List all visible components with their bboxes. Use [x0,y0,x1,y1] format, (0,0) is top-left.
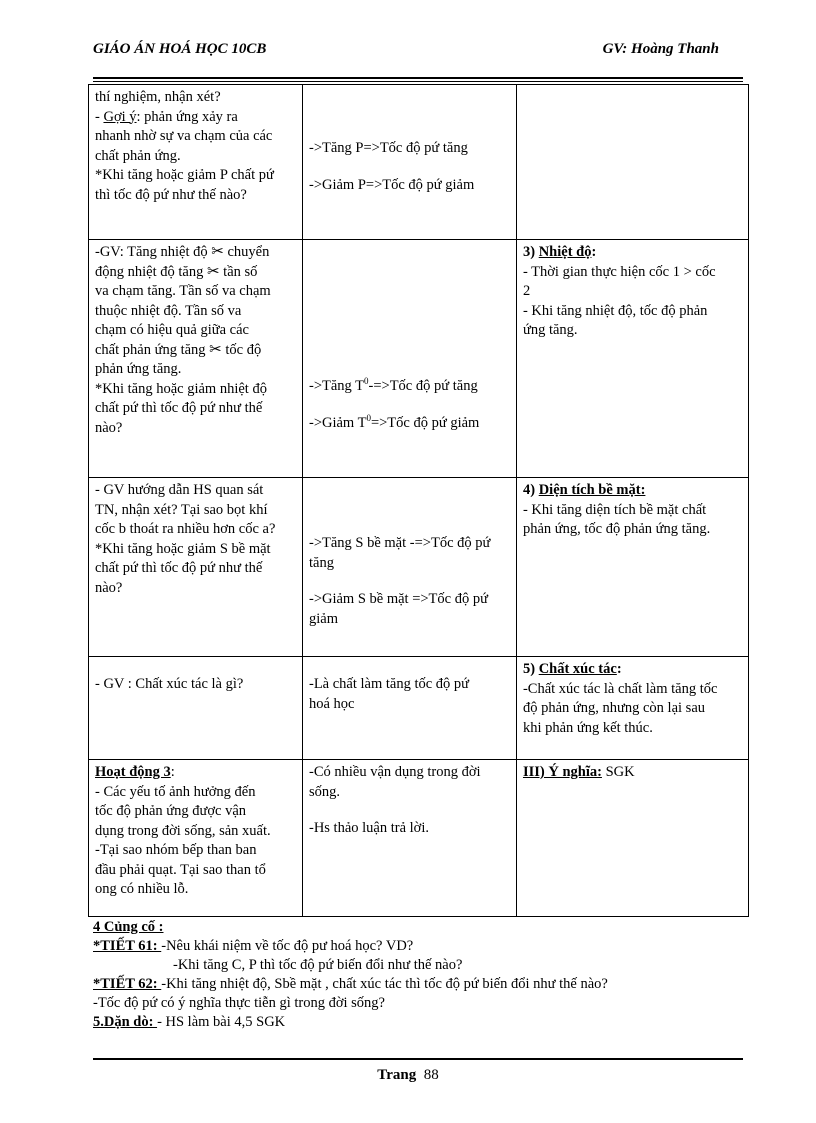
text-line [95,127,296,147]
text-segment: -GV: Tăng nhiệt độ [95,244,212,260]
text-segment: -Nêu khái niệm về tốc độ pư hoá học? VD? [161,938,414,954]
text-segment: -Khi tăng C, P thì tốc độ pứ biến đổi như thế nào? [173,957,463,973]
text-segment: nào? [95,579,123,596]
text-segment: tần số [219,263,258,280]
text-segment: *TIẾT 61: [93,938,162,954]
content-cell [516,85,748,240]
text-segment: chất phản ứng tăng [95,341,210,358]
text-line [95,186,296,206]
content-cell [516,657,748,760]
teacher-activity-cell [89,760,303,917]
text-segment: 0 [364,376,369,387]
text-line [95,880,296,900]
line-gap [309,397,510,414]
teacher-activity-cell [89,657,303,760]
text-segment: : [616,661,622,677]
line-gap [309,802,510,819]
text-segment: *Khi tăng hoặc giảm P chất pứ [95,167,274,183]
student-activity-cell [302,240,516,478]
text-segment: 0 [366,412,371,423]
text-segment: tăng [308,554,334,571]
text-segment: *TIẾT 62: [93,976,162,992]
text-line [309,176,510,196]
text-segment: ->Giảm P=>Tốc độ pứ giảm [308,176,475,193]
text-segment: khi phản ứng kết thúc. [522,719,653,736]
page-number: 88 [423,1067,439,1083]
table-row [89,240,749,478]
header-rule-thin [93,81,743,82]
scissors-icon: ✂ [206,263,220,280]
text-line [523,481,742,501]
text-segment: -Tốc độ pứ có ý nghĩa thực tiễn gì trong đời sống? [93,995,385,1011]
text-segment: TN, nhận xét? Tại sao bọt khí [95,501,268,518]
text-segment: : [591,244,597,260]
text-segment: nhanh nhờ sự va chạm của các [95,128,273,144]
teacher-activity-cell [89,478,303,657]
text-segment: III) Ý nghĩa: [522,764,602,780]
text-segment: -Khi tăng nhiệt độ, Sbề mặt , chất xúc tác thì tốc độ pứ biến đổi như thế nào? [161,976,608,992]
text-line [523,763,742,783]
text-segment: 5.Dặn dò: [93,1014,158,1030]
content-cell [516,240,748,478]
text-line [523,282,742,302]
text-line [95,675,296,695]
text-segment: : phản ứng xảy ra [136,108,238,125]
text-line [523,302,742,322]
text-segment: ->Giảm T [308,414,367,431]
text-segment: chất pứ thì tốc độ pứ như thế [95,560,263,576]
text-segment: -=>Tốc độ pứ tăng [368,378,478,394]
footer-rule [93,1058,743,1060]
text-line [95,321,296,341]
text-segment: thì tốc độ pứ như thế nào? [95,186,247,203]
text-line [309,414,510,434]
text-line [309,139,510,159]
text-line [523,660,742,680]
text-line [95,520,296,540]
text-line [95,88,296,108]
text-segment: Diện tích bề mặt: [538,482,646,498]
text-segment: thuộc nhiệt độ. Tần số va [95,302,242,319]
text-line [523,699,742,719]
text-line [93,1013,753,1032]
text-segment: -Là chất làm tăng tốc độ pứ [308,676,470,692]
text-line [95,501,296,521]
text-line [309,695,510,715]
text-line [95,783,296,803]
text-line [523,243,742,263]
text-line [95,380,296,400]
text-line [523,719,742,739]
text-segment: 5) [522,661,539,677]
text-line [95,243,296,263]
text-line [93,918,753,937]
text-segment: 4) [522,482,539,498]
text-line [95,360,296,380]
text-segment: ->Tăng S bề mặt -=>Tốc độ pứ [308,535,491,551]
text-segment: nào? [95,419,123,436]
text-segment: 4 Củng cố : [93,919,164,935]
teacher-activity-cell [89,240,303,478]
table-row [89,478,749,657]
text-segment: chất phản ứng. [95,147,181,164]
text-line [95,481,296,501]
text-segment: cốc b thoát ra nhiều hơn cốc a? [95,521,276,537]
text-segment: -Chất xúc tác là chất làm tăng tốc [522,680,718,697]
text-segment: : [170,764,175,780]
text-segment: ong có nhiều lỗ. [95,881,189,897]
text-line [93,937,753,956]
text-segment: ->Tăng T [308,378,365,394]
text-line [309,554,510,574]
text-line [95,559,296,579]
lesson-summary [93,918,753,1032]
text-segment: - HS làm bài 4,5 SGK [157,1014,286,1030]
content-cell [516,478,748,657]
text-line [523,263,742,283]
text-line [309,819,510,839]
text-segment: phản ứng tăng. [95,361,182,377]
text-segment: -Tại sao nhóm bếp than ban [95,842,257,858]
text-line [95,861,296,881]
text-line [309,675,510,695]
text-segment: - Khi tăng nhiệt độ, tốc độ phản [522,302,708,319]
text-line [95,282,296,302]
student-activity-cell [302,657,516,760]
header-title: GIÁO ÁN HOÁ HỌC 10CB [93,41,267,57]
text-segment: Chất xúc tác [538,661,617,677]
table-row [89,657,749,760]
header-rule [93,77,743,79]
teacher-activity-cell [89,85,303,240]
text-line [309,783,510,803]
text-segment: động nhiệt độ tăng [95,263,207,280]
text-segment: =>Tốc độ pứ giảm [370,414,480,431]
text-segment: -Hs thảo luận trả lời. [308,820,429,836]
text-segment: ứng tăng. [522,322,578,338]
text-segment: chạm có hiệu quả giữa các [95,322,249,338]
text-segment: *Khi tăng hoặc giảm S bề mặt [95,540,271,557]
content-cell [516,760,748,917]
lesson-table [88,84,749,917]
text-line [95,147,296,167]
text-line [523,680,742,700]
scissors-icon: ✂ [209,341,222,358]
text-segment: tốc độ phản ứng được vận [95,803,247,819]
student-activity-cell [302,760,516,917]
student-activity-cell [302,478,516,657]
text-segment: sống. [308,783,341,800]
text-line [95,841,296,861]
text-segment: ->Tăng P=>Tốc độ pứ tăng [308,140,468,156]
page-label: Trang [377,1067,417,1083]
student-activity-cell [302,85,516,240]
text-segment: Hoạt động 3 [95,764,171,780]
scissors-icon: ✂ [211,244,224,260]
text-line [93,994,753,1013]
text-segment: ->Giảm S bề mặt =>Tốc độ pứ [308,591,488,607]
text-segment: phản ứng, tốc độ phản ứng tăng. [522,521,711,537]
text-segment: tốc độ [221,341,262,358]
text-line [95,419,296,439]
header-author: GV: Hoàng Thanh [602,41,719,57]
line-gap [309,159,510,176]
text-segment: Gợi ý [103,108,137,125]
text-segment: - GV hướng dẫn HS quan sát [95,482,264,498]
text-line [93,956,753,975]
text-segment: Nhiệt độ [538,244,592,260]
text-segment: - Các yếu tố ảnh hưởng đến [95,783,256,800]
text-line [95,166,296,186]
text-segment: 2 [522,283,531,299]
text-line [523,321,742,341]
text-segment: đầu phải quạt. Tại sao than tổ [95,861,266,878]
text-line [95,263,296,283]
page-footer [0,1066,816,1086]
text-line [523,501,742,521]
text-line [95,302,296,322]
text-line [309,590,510,610]
text-line [309,377,510,397]
text-segment: - Thời gian thực hiện cốc 1 > cốc [522,263,716,280]
line-gap [309,573,510,590]
text-segment: va chạm tăng. Tần số va chạm [95,283,271,299]
text-line [95,822,296,842]
text-line [309,610,510,630]
text-segment: SGK [601,764,635,780]
text-segment: 3) [522,244,539,260]
text-line [95,341,296,361]
text-line [309,534,510,554]
table-row [89,760,749,917]
text-segment: chất pứ thì tốc độ pứ như thế [95,400,263,416]
text-line [93,975,753,994]
text-segment: chuyển [223,244,270,260]
text-line [523,520,742,540]
text-segment: dụng trong đời sống, sản xuất. [95,822,271,839]
text-line [95,399,296,419]
text-segment: độ phản ứng, nhưng còn lại sau [522,700,706,716]
text-segment: - Khi tăng diện tích bề mặt chất [522,501,707,518]
table-row [89,85,749,240]
text-segment: giảm [308,610,338,627]
text-line [95,579,296,599]
text-segment: thí nghiệm, nhận xét? [95,89,221,105]
text-line [95,540,296,560]
text-segment: - GV : Chất xúc tác là gì? [95,676,244,692]
text-segment: -Có nhiều vận dụng trong đời [308,764,481,780]
text-line [95,802,296,822]
text-segment: - [95,108,104,125]
text-line [95,763,296,783]
text-segment: hoá học [308,695,355,712]
text-line [95,108,296,128]
text-line [309,763,510,783]
text-segment: *Khi tăng hoặc giảm nhiệt độ [95,380,267,397]
